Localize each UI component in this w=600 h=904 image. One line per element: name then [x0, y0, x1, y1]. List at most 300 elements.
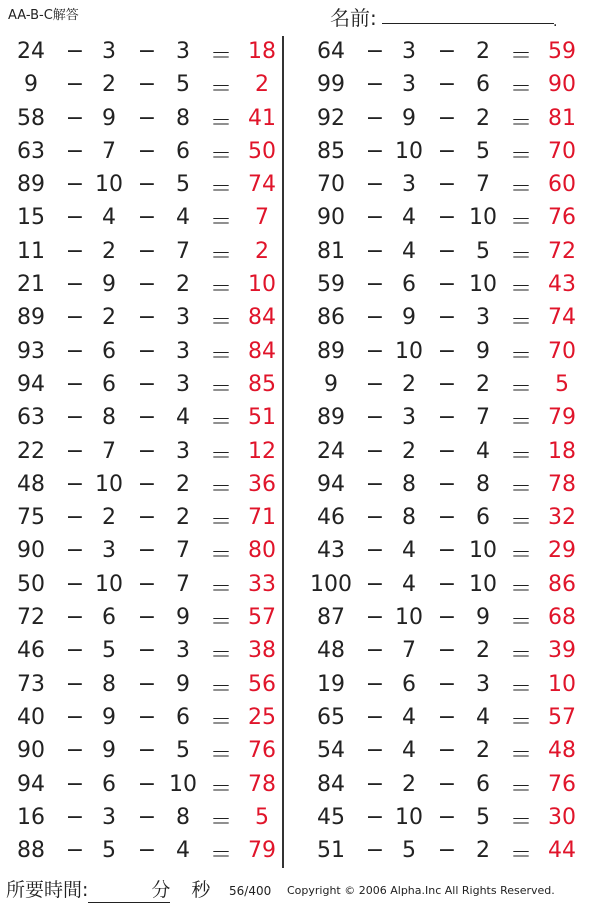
answer: 79 [548, 405, 576, 431]
minus-sign: − [137, 704, 157, 730]
subtrahend-2: 2 [476, 738, 490, 764]
answer: 60 [548, 172, 576, 198]
minus-sign: − [137, 338, 157, 364]
equals-sign: ＝ [209, 210, 232, 236]
equals-sign: ＝ [209, 410, 232, 436]
problem-row [300, 236, 590, 269]
minus-sign: − [65, 571, 85, 597]
minuend: 92 [317, 105, 345, 131]
subtrahend-2: 7 [176, 571, 190, 597]
subtrahend-2: 10 [469, 571, 497, 597]
subtrahend-2: 4 [176, 205, 190, 231]
minus-sign: − [437, 704, 457, 730]
problem-row [0, 635, 290, 668]
minuend: 64 [317, 39, 345, 64]
problem-row [300, 369, 590, 402]
answer: 7 [255, 205, 269, 231]
problem-row [300, 269, 590, 302]
subtrahend-1: 4 [402, 538, 416, 564]
answer: 33 [248, 571, 276, 597]
equals-sign: ＝ [209, 443, 232, 469]
subtrahend-2: 2 [176, 471, 190, 497]
subtrahend-1: 4 [402, 571, 416, 597]
subtrahend-2: 5 [176, 172, 190, 198]
answer: 25 [248, 704, 276, 730]
problem-row [0, 569, 290, 602]
problem-row [0, 436, 290, 469]
minus-sign: − [65, 804, 85, 830]
answer: 85 [248, 371, 276, 397]
answer: 76 [248, 738, 276, 764]
subtrahend-2: 9 [476, 605, 490, 631]
equals-sign: ＝ [209, 843, 232, 869]
minus-sign: − [65, 205, 85, 231]
equals-sign: ＝ [509, 77, 532, 103]
subtrahend-1: 10 [395, 138, 423, 164]
subtrahend-2: 10 [469, 538, 497, 564]
subtrahend-2: 3 [176, 305, 190, 331]
minuend: 54 [317, 738, 345, 764]
answer: 78 [248, 771, 276, 797]
equals-sign: ＝ [509, 676, 532, 702]
subtrahend-1: 6 [102, 605, 116, 631]
minus-sign: − [137, 205, 157, 231]
minus-sign: − [65, 305, 85, 331]
minutes-blank [88, 875, 170, 903]
minus-sign: − [65, 338, 85, 364]
problem-row [300, 502, 590, 535]
equals-sign: ＝ [209, 743, 232, 769]
minus-sign: − [437, 172, 457, 198]
minus-sign: − [365, 105, 385, 131]
minus-sign: − [137, 238, 157, 264]
minus-sign: − [437, 438, 457, 464]
minus-sign: − [365, 438, 385, 464]
equals-sign: ＝ [509, 443, 532, 469]
subtrahend-2: 8 [476, 471, 490, 497]
subtrahend-1: 5 [102, 638, 116, 664]
problem-row [300, 702, 590, 735]
minus-sign: − [65, 671, 85, 697]
equals-sign: ＝ [209, 576, 232, 602]
problem-row [0, 236, 290, 269]
subtrahend-2: 6 [176, 704, 190, 730]
minuend: 89 [317, 338, 345, 364]
minus-sign: − [365, 371, 385, 397]
minuend: 90 [17, 738, 45, 764]
minus-sign: − [437, 571, 457, 597]
minuend: 73 [17, 671, 45, 697]
minus-sign: − [437, 205, 457, 231]
answer: 51 [248, 405, 276, 431]
subtrahend-1: 6 [102, 371, 116, 397]
minus-sign: − [437, 405, 457, 431]
subtrahend-1: 9 [402, 105, 416, 131]
equals-sign: ＝ [209, 676, 232, 702]
right-problem-column [300, 36, 590, 868]
problem-row [300, 302, 590, 335]
equals-sign: ＝ [509, 243, 532, 269]
minus-sign: − [65, 771, 85, 797]
subtrahend-2: 5 [176, 738, 190, 764]
minus-sign: − [137, 538, 157, 564]
minus-sign: − [65, 138, 85, 164]
minus-sign: − [65, 638, 85, 664]
equals-sign: ＝ [509, 277, 532, 303]
minuend: 84 [317, 771, 345, 797]
equals-sign: ＝ [209, 143, 232, 169]
answer: 38 [248, 638, 276, 664]
minus-sign: − [365, 538, 385, 564]
subtrahend-1: 3 [402, 72, 416, 98]
minuend: 43 [317, 538, 345, 564]
answer: 2 [255, 72, 269, 98]
minuend: 11 [17, 238, 45, 264]
minus-sign: − [437, 505, 457, 531]
answer: 70 [548, 338, 576, 364]
answer: 80 [248, 538, 276, 564]
minuend: 63 [17, 405, 45, 431]
answer: 41 [248, 105, 276, 131]
subtrahend-2: 3 [476, 305, 490, 331]
minus-sign: − [65, 838, 85, 864]
problem-row [0, 469, 290, 502]
minuend: 24 [17, 39, 45, 64]
minuend: 75 [17, 505, 45, 531]
minus-sign: − [365, 338, 385, 364]
problem-row [300, 402, 590, 435]
minuend: 16 [17, 804, 45, 830]
minus-sign: − [437, 371, 457, 397]
minuend: 94 [317, 471, 345, 497]
minuend: 99 [317, 72, 345, 98]
subtrahend-2: 3 [176, 438, 190, 464]
subtrahend-2: 3 [176, 638, 190, 664]
subtrahend-1: 3 [102, 538, 116, 564]
minus-sign: − [437, 471, 457, 497]
minuend: 87 [317, 605, 345, 631]
minuend: 90 [317, 205, 345, 231]
minus-sign: − [65, 72, 85, 98]
problem-row [300, 103, 590, 136]
minuend: 51 [317, 838, 345, 864]
problem-row [300, 602, 590, 635]
answer: 2 [255, 238, 269, 264]
subtrahend-1: 3 [102, 39, 116, 64]
problem-row [0, 103, 290, 136]
problem-row [300, 769, 590, 802]
problem-row [300, 469, 590, 502]
minuend: 48 [317, 638, 345, 664]
equals-sign: ＝ [509, 510, 532, 536]
subtrahend-1: 7 [402, 638, 416, 664]
minus-sign: − [365, 671, 385, 697]
answer: 90 [548, 72, 576, 98]
equals-sign: ＝ [209, 510, 232, 536]
minus-sign: − [365, 505, 385, 531]
minus-sign: − [365, 405, 385, 431]
subtrahend-2: 2 [176, 505, 190, 531]
minus-sign: − [137, 305, 157, 331]
minus-sign: − [65, 471, 85, 497]
answer: 48 [548, 738, 576, 764]
subtrahend-2: 6 [176, 138, 190, 164]
answer: 76 [548, 771, 576, 797]
equals-sign: ＝ [509, 576, 532, 602]
equals-sign: ＝ [209, 77, 232, 103]
minuend: 89 [317, 405, 345, 431]
equals-sign: ＝ [509, 310, 532, 336]
minus-sign: − [437, 105, 457, 131]
minus-sign: − [137, 738, 157, 764]
time-label: 所要時間: [6, 879, 89, 901]
subtrahend-1: 4 [402, 205, 416, 231]
minuend: 46 [17, 638, 45, 664]
subtrahend-2: 9 [176, 605, 190, 631]
problem-row [0, 702, 290, 735]
minus-sign: − [65, 105, 85, 131]
equals-sign: ＝ [509, 809, 532, 835]
subtrahend-2: 7 [176, 238, 190, 264]
minuend: 93 [17, 338, 45, 364]
subtrahend-1: 9 [102, 738, 116, 764]
minus-sign: − [65, 538, 85, 564]
subtrahend-1: 2 [402, 771, 416, 797]
problem-row [0, 402, 290, 435]
minuend: 85 [317, 138, 345, 164]
minus-sign: − [137, 671, 157, 697]
minus-sign: − [437, 605, 457, 631]
minus-sign: − [65, 272, 85, 298]
minuend: 50 [17, 571, 45, 597]
equals-sign: ＝ [209, 709, 232, 735]
minus-sign: − [365, 238, 385, 264]
problem-row [0, 835, 290, 868]
time-taken [6, 875, 210, 903]
equals-sign: ＝ [509, 709, 532, 735]
problem-row [300, 635, 590, 668]
answer: 12 [248, 438, 276, 464]
minus-sign: − [137, 438, 157, 464]
equals-sign: ＝ [209, 177, 232, 203]
answer: 39 [548, 638, 576, 664]
subtrahend-2: 8 [176, 804, 190, 830]
equals-sign: ＝ [209, 543, 232, 569]
minus-sign: − [437, 39, 457, 64]
equals-sign: ＝ [209, 44, 232, 69]
page-number: 56/400 [229, 884, 272, 898]
answer: 78 [548, 471, 576, 497]
equals-sign: ＝ [209, 343, 232, 369]
problem-row [300, 436, 590, 469]
subtrahend-2: 2 [476, 105, 490, 131]
subtrahend-2: 3 [176, 338, 190, 364]
answer: 74 [548, 305, 576, 331]
subtrahend-1: 2 [102, 505, 116, 531]
minuend: 59 [317, 272, 345, 298]
equals-sign: ＝ [209, 310, 232, 336]
minus-sign: − [137, 138, 157, 164]
subtrahend-2: 2 [476, 371, 490, 397]
problem-row [300, 835, 590, 868]
subtrahend-1: 2 [102, 72, 116, 98]
equals-sign: ＝ [509, 543, 532, 569]
problem-row [0, 269, 290, 302]
equals-sign: ＝ [209, 376, 232, 402]
answer: 70 [548, 138, 576, 164]
subtrahend-2: 6 [476, 505, 490, 531]
subtrahend-2: 3 [476, 671, 490, 697]
subtrahend-2: 4 [476, 438, 490, 464]
subtrahend-1: 4 [102, 205, 116, 231]
subtrahend-2: 5 [476, 138, 490, 164]
subtrahend-2: 6 [476, 771, 490, 797]
equals-sign: ＝ [509, 476, 532, 502]
answer: 74 [248, 172, 276, 198]
subtrahend-2: 4 [476, 704, 490, 730]
minuend: 63 [17, 138, 45, 164]
subtrahend-1: 4 [402, 738, 416, 764]
problem-row [0, 136, 290, 169]
problem-row [300, 535, 590, 568]
minuend: 15 [17, 205, 45, 231]
subtrahend-2: 3 [176, 39, 190, 64]
minutes-unit: 分 [151, 879, 171, 901]
problem-row [0, 669, 290, 702]
subtrahend-1: 2 [402, 371, 416, 397]
subtrahend-2: 8 [176, 105, 190, 131]
minuend: 19 [317, 671, 345, 697]
subtrahend-2: 9 [176, 671, 190, 697]
minuend: 46 [317, 505, 345, 531]
subtrahend-2: 5 [476, 804, 490, 830]
answer: 30 [548, 804, 576, 830]
minus-sign: − [365, 272, 385, 298]
answer: 18 [548, 438, 576, 464]
problem-row [0, 369, 290, 402]
minus-sign: − [137, 838, 157, 864]
minus-sign: − [365, 172, 385, 198]
problem-row [0, 36, 290, 69]
subtrahend-1: 4 [402, 704, 416, 730]
problem-row [0, 769, 290, 802]
subtrahend-1: 2 [102, 305, 116, 331]
name-dot: . [553, 14, 558, 30]
problem-row [300, 202, 590, 235]
equals-sign: ＝ [509, 843, 532, 869]
subtrahend-1: 6 [102, 771, 116, 797]
minuend: 70 [317, 172, 345, 198]
minuend: 94 [17, 371, 45, 397]
minus-sign: − [65, 405, 85, 431]
subtrahend-1: 8 [402, 471, 416, 497]
minus-sign: − [437, 638, 457, 664]
answer: 81 [548, 105, 576, 131]
minus-sign: − [365, 838, 385, 864]
answer: 86 [548, 571, 576, 597]
minuend: 81 [317, 238, 345, 264]
problem-row [300, 169, 590, 202]
minus-sign: − [365, 138, 385, 164]
subtrahend-1: 8 [402, 505, 416, 531]
minus-sign: − [437, 738, 457, 764]
equals-sign: ＝ [209, 643, 232, 669]
equals-sign: ＝ [209, 110, 232, 136]
problem-row [0, 502, 290, 535]
subtrahend-2: 5 [176, 72, 190, 98]
minus-sign: − [365, 205, 385, 231]
minus-sign: − [65, 738, 85, 764]
minus-sign: − [365, 305, 385, 331]
minuend: 72 [17, 605, 45, 631]
equals-sign: ＝ [509, 643, 532, 669]
answer: 44 [548, 838, 576, 864]
minus-sign: − [137, 405, 157, 431]
answer: 10 [248, 272, 276, 298]
minus-sign: − [365, 771, 385, 797]
equals-sign: ＝ [509, 410, 532, 436]
answer: 59 [548, 39, 576, 64]
minus-sign: − [137, 371, 157, 397]
subtrahend-1: 5 [402, 838, 416, 864]
minus-sign: − [437, 138, 457, 164]
answer: 68 [548, 605, 576, 631]
minuend: 9 [324, 371, 338, 397]
minuend: 88 [17, 838, 45, 864]
minus-sign: − [365, 704, 385, 730]
subtrahend-1: 9 [102, 105, 116, 131]
equals-sign: ＝ [509, 110, 532, 136]
subtrahend-2: 3 [176, 371, 190, 397]
answer: 57 [248, 605, 276, 631]
minus-sign: − [437, 838, 457, 864]
subtrahend-1: 10 [95, 172, 123, 198]
answer: 84 [248, 305, 276, 331]
subtrahend-1: 10 [395, 605, 423, 631]
problem-row [300, 136, 590, 169]
problem-row [0, 336, 290, 369]
minuend: 58 [17, 105, 45, 131]
minus-sign: − [137, 105, 157, 131]
equals-sign: ＝ [509, 776, 532, 802]
subtrahend-2: 5 [476, 238, 490, 264]
minus-sign: − [137, 272, 157, 298]
problem-row [0, 735, 290, 768]
answer: 18 [248, 39, 276, 64]
subtrahend-1: 10 [395, 338, 423, 364]
equals-sign: ＝ [509, 610, 532, 636]
minus-sign: − [437, 272, 457, 298]
minuend: 100 [310, 571, 352, 597]
subtrahend-1: 7 [102, 438, 116, 464]
minus-sign: − [437, 72, 457, 98]
equals-sign: ＝ [509, 143, 532, 169]
minuend: 22 [17, 438, 45, 464]
equals-sign: ＝ [509, 177, 532, 203]
subtrahend-1: 2 [102, 238, 116, 264]
subtrahend-2: 6 [476, 72, 490, 98]
subtrahend-2: 2 [176, 272, 190, 298]
subtrahend-1: 10 [95, 571, 123, 597]
minus-sign: − [365, 804, 385, 830]
problem-row [0, 202, 290, 235]
subtrahend-2: 7 [476, 405, 490, 431]
equals-sign: ＝ [209, 243, 232, 269]
answer: 72 [548, 238, 576, 264]
minuend: 24 [317, 438, 345, 464]
subtrahend-1: 3 [402, 405, 416, 431]
minuend: 89 [17, 172, 45, 198]
